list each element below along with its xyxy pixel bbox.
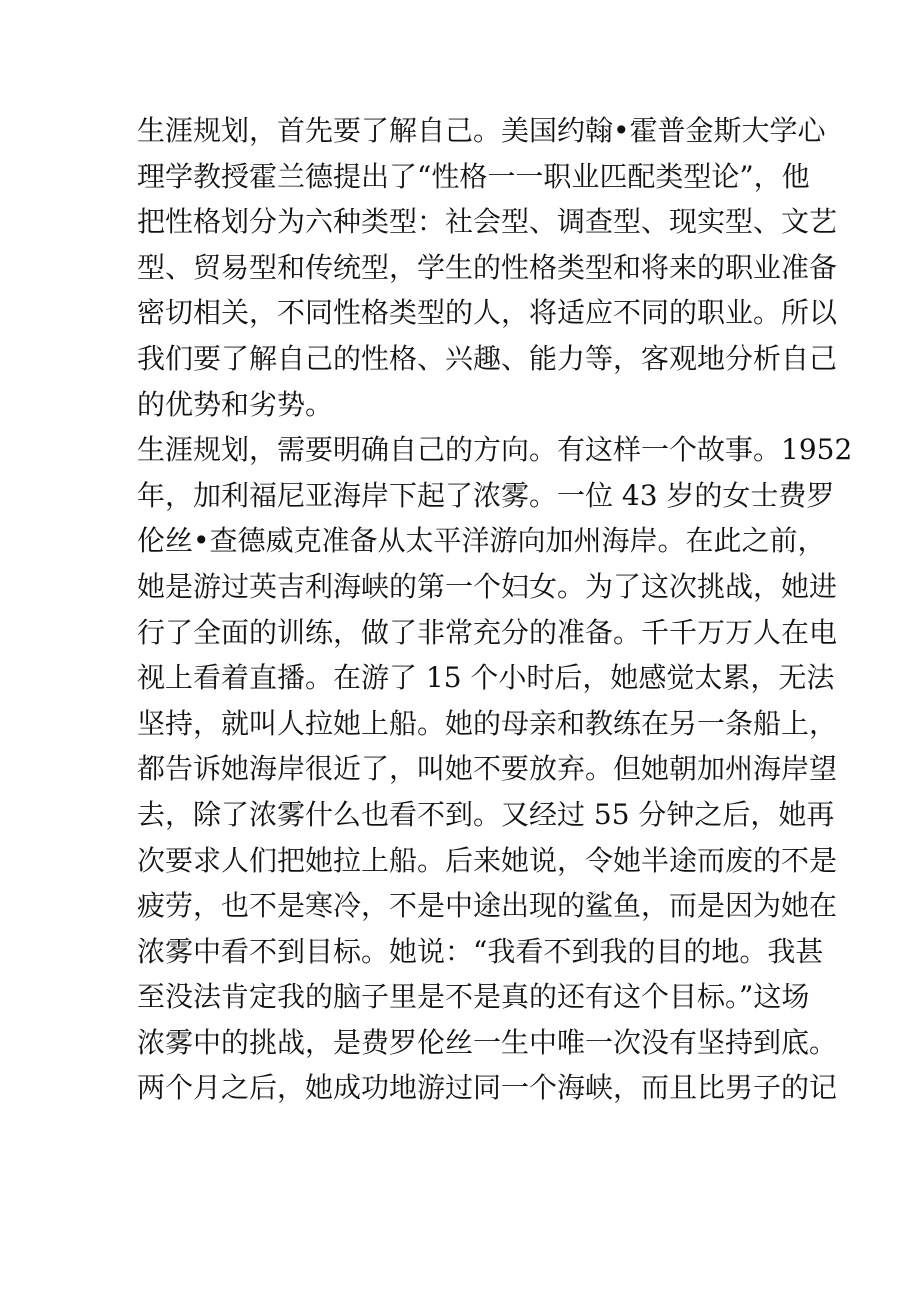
text-line: 浓雾中的挑战，是费罗伦丝一生中唯一次没有坚持到底。 <box>137 1025 838 1059</box>
text-line: 去，除了浓雾什么也看不到。又经过 55 分钟之后，她再 <box>137 797 835 831</box>
text-line: 密切相关，不同性格类型的人，将适应不同的职业。所以 <box>137 296 838 330</box>
text-line: 坚持，就叫人拉她上船。她的母亲和教练在另一条船上， <box>137 706 838 740</box>
paragraph-direction-story <box>137 427 853 1111</box>
text-line: 年，加利福尼亚海岸下起了浓雾。一位 43 岁的女士费罗 <box>137 478 835 512</box>
text-line: 把性格划分为六种类型：社会型、调查型、现实型、文艺 <box>137 205 838 239</box>
text-line: 我们要了解自己的性格、兴趣、能力等，客观地分析自己 <box>137 341 838 375</box>
text-line: 视上看着直播。在游了 15 个小时后，她感觉太累，无法 <box>137 661 835 695</box>
text-line: 型、贸易型和传统型，学生的性格类型和将来的职业准备 <box>137 250 838 284</box>
text-line: 至没法肯定我的脑子里是不是真的还有这个目标。”这场 <box>137 980 810 1014</box>
text-line: 的优势和劣势。 <box>137 387 334 421</box>
text-line: 生涯规划，需要明确自己的方向。有这样一个故事。1952 <box>137 433 853 467</box>
text-line: 浓雾中看不到目标。她说：“我看不到我的目的地。我甚 <box>137 934 824 968</box>
text-line: 伦丝•查德威克准备从太平洋游向加州海岸。在此之前， <box>137 524 826 558</box>
text-line: 次要求人们把她拉上船。后来她说，令她半途而废的不是 <box>137 843 838 877</box>
paragraph-self-knowledge <box>137 108 838 427</box>
text-line: 疲劳，也不是寒冷，不是中途出现的鲨鱼，而是因为她在 <box>137 889 838 923</box>
text-line: 行了全面的训练，做了非常充分的准备。千千万万人在电 <box>137 615 838 649</box>
text-line: 她是游过英吉利海峡的第一个妇女。为了这次挑战，她进 <box>137 569 838 603</box>
text-line: 都告诉她海岸很近了，叫她不要放弃。但她朝加州海岸望 <box>137 752 838 786</box>
text-line: 生涯规划，首先要了解自己。美国约翰•霍普金斯大学心 <box>137 114 826 147</box>
text-line: 理学教授霍兰德提出了“性格一一职业匹配类型论”，他 <box>137 159 810 193</box>
document-body <box>137 108 853 1111</box>
text-line: 两个月之后，她成功地游过同一个海峡，而且比男子的记 <box>137 1071 838 1105</box>
